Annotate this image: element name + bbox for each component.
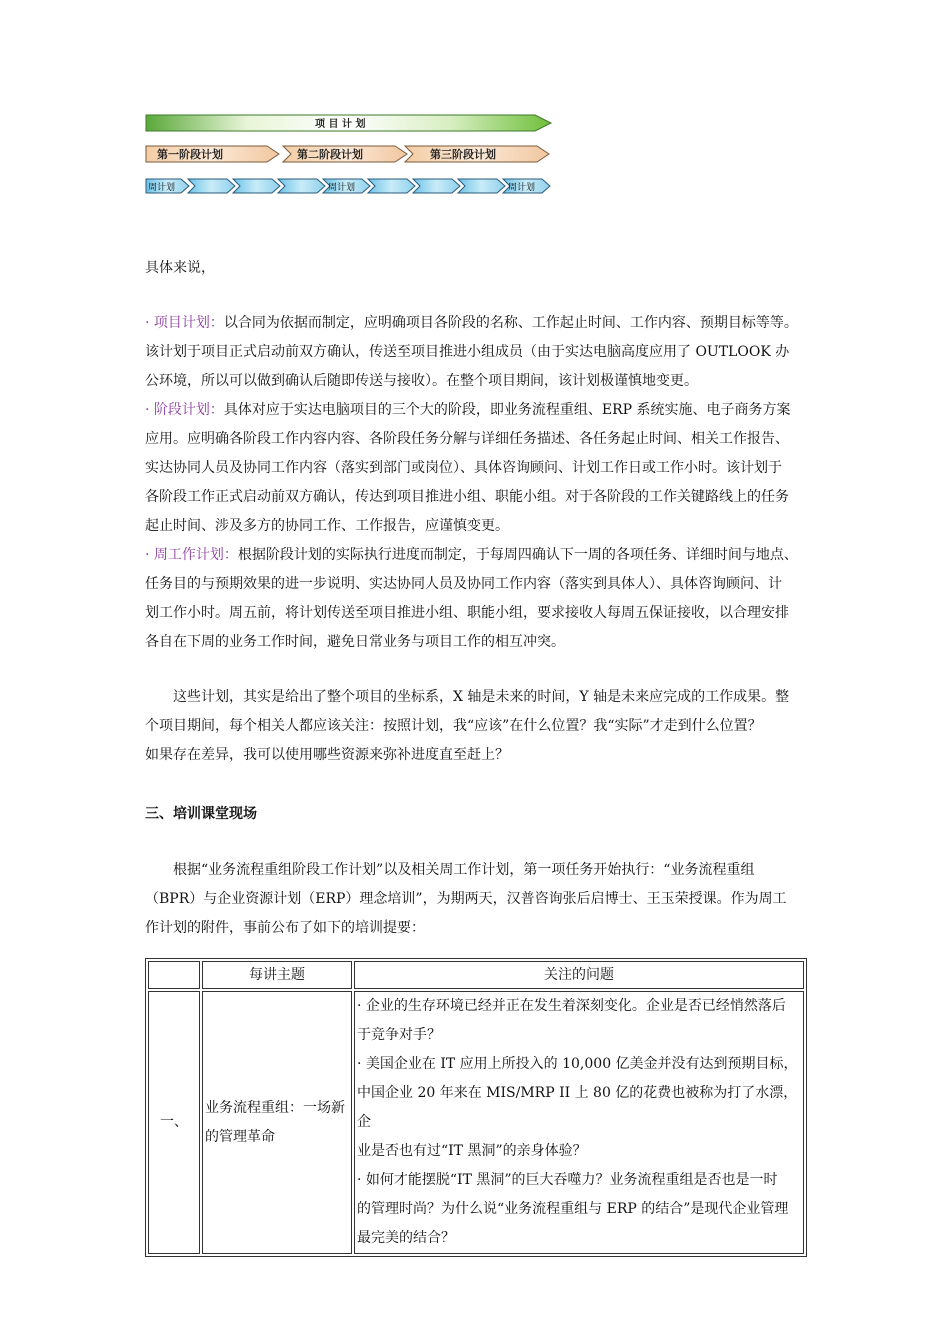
text-line: 的管理革命 <box>205 1128 275 1145</box>
phase-bar-2-label: 第二阶段计划 <box>297 148 363 161</box>
text-line: 业是否也有过“IT 黑洞”的亲身体验？ <box>357 1143 587 1159</box>
phase-bar-3-label: 第三阶段计划 <box>430 148 496 161</box>
text-line: 实达协同人员及协同工作内容（落实到部门或岗位）、具体咨询顾问、计划工作日或工作小时。该计划于 <box>145 460 782 476</box>
text-line: 这些计划，其实是给出了整个项目的坐标系，X 轴是未来的时间，Y 轴是未来应完成的工作成果。整 <box>173 689 790 705</box>
phase-bar-3 <box>405 146 549 162</box>
table-cell-issues <box>354 991 804 1254</box>
text-line: 任务目的与预期效果的进一步说明、实达协同人员及协同工作内容（落实到具体人）、具体咨询顾问、计 <box>145 576 782 592</box>
text-line: 根据阶段计划的实际执行进度而制定，于每周四确认下一周的各项任务、详细时间与地点、 <box>237 547 798 563</box>
item-weekly-plan <box>145 541 809 657</box>
term-project-plan: · 项目计划： <box>145 315 224 331</box>
table-header-issues: 关注的问题 <box>354 961 804 989</box>
week-bars <box>146 179 550 193</box>
text-line: 应用。应明确各阶段工作内容内容、各阶段任务分解与详细任务描述、各任务起止时间、相关工作报告、 <box>145 431 789 447</box>
week-bar-label-1: 周计划 <box>148 183 176 193</box>
text-line: 各自在下周的业务工作时间，避免日常业务与项目工作的相互冲突。 <box>145 634 565 650</box>
text-line: 根据“业务流程重组阶段工作计划”以及相关周工作计划，第一项任务开始执行：“业务流程重组 <box>173 862 755 878</box>
table-cell-topic <box>202 991 352 1254</box>
week-bar-label-2: 周计划 <box>328 183 356 193</box>
text-line: 作计划的附件，事前公布了如下的培训提要： <box>145 920 425 936</box>
text-line: · 美国企业在 IT 应用上所投入的 10,000 亿美金并没有达到预期目标， <box>357 1056 798 1072</box>
text-line: 公环境，所以可以做到确认后随即传送与接收）。在整个项目期间，该计划极谨慎地变更。 <box>145 373 698 389</box>
week-bar-label-3: 周计划 <box>508 183 536 193</box>
section-title: 三、培训课堂现场 <box>145 806 257 822</box>
text-line: 如果存在差异，我可以使用哪些资源来弥补进度直至赶上？ <box>145 747 509 763</box>
table-header-topic: 每讲主题 <box>202 961 352 989</box>
project-plan-diagram <box>145 113 555 198</box>
text-line: 具体对应于实达电脑项目的三个大的阶段，即业务流程重组、ERP 系统实施、电子商务方案 <box>223 402 791 418</box>
coordinate-system-paragraph <box>145 683 809 770</box>
item-project-plan <box>145 309 809 396</box>
training-paragraph <box>145 856 809 943</box>
text-line: 个项目期间，每个相关人都应该关注：按照计划，我“应该”在什么位置？我“实际”才走到什么位置？ <box>145 718 762 734</box>
term-weekly-plan: · 周工作计划： <box>145 547 238 563</box>
text-line: 起止时间、涉及多方的协同工作、工作报告，应谨慎变更。 <box>145 518 509 534</box>
table-cell-number: 一、 <box>148 991 200 1254</box>
text-line: 中国企业 20 年来在 MIS/MRP II 上 80 亿的花费也被称为打了水漂，企 <box>357 1085 798 1130</box>
text-line: 以合同为依据而制定，应明确项目各阶段的名称、工作起止时间、工作内容、预期目标等等。 <box>223 315 798 331</box>
text-line: · 企业的生存环境已经并正在发生着深刻变化。企业是否已经悄然落后 <box>357 998 786 1014</box>
project-bar <box>146 115 551 131</box>
text-line: 各阶段工作正式启动前双方确认，传达到项目推进小组、职能小组。对于各阶段的工作关键路线上的任务 <box>145 489 789 505</box>
text-line: · 如何才能摆脱“IT 黑洞”的巨大吞噬力？业务流程重组是否也是一时 <box>357 1172 778 1188</box>
text-line: 业务流程重组：一场新 <box>205 1099 345 1116</box>
term-phase-plan: · 阶段计划： <box>145 402 224 418</box>
text-line: 的管理时尚？为什么说“业务流程重组与 ERP 的结合”是现代企业管理 <box>357 1201 789 1217</box>
plan-definitions <box>145 309 809 657</box>
training-outline-table <box>145 958 807 1257</box>
phase-bar-1 <box>146 146 279 162</box>
phase-bar-1-label: 第一阶段计划 <box>157 148 223 161</box>
intro-text: 具体来说， <box>145 260 215 276</box>
text-line: 最完美的结合？ <box>357 1230 455 1246</box>
text-line: （BPR）与企业资源计划（ERP）理念培训”，为期两天，汉普咨询张后启博士、王玉荣授课。作为周工 <box>145 891 787 907</box>
phase-bar-2 <box>283 146 407 162</box>
table-header-row <box>148 961 804 989</box>
text-line: 划工作小时。周五前，将计划传送至项目推进小组、职能小组，要求接收人每周五保证接收，以合理安排 <box>145 605 789 621</box>
item-phase-plan <box>145 396 809 541</box>
table-header-blank <box>148 961 200 989</box>
project-bar-label: 项 目 计 划 <box>315 119 366 130</box>
text-line: 该计划于项目正式启动前双方确认，传送至项目推进小组成员（由于实达电脑高度应用了 OUTLOOK 办 <box>145 344 790 360</box>
table-row <box>148 991 804 1254</box>
text-line: 于竞争对手？ <box>357 1027 441 1043</box>
